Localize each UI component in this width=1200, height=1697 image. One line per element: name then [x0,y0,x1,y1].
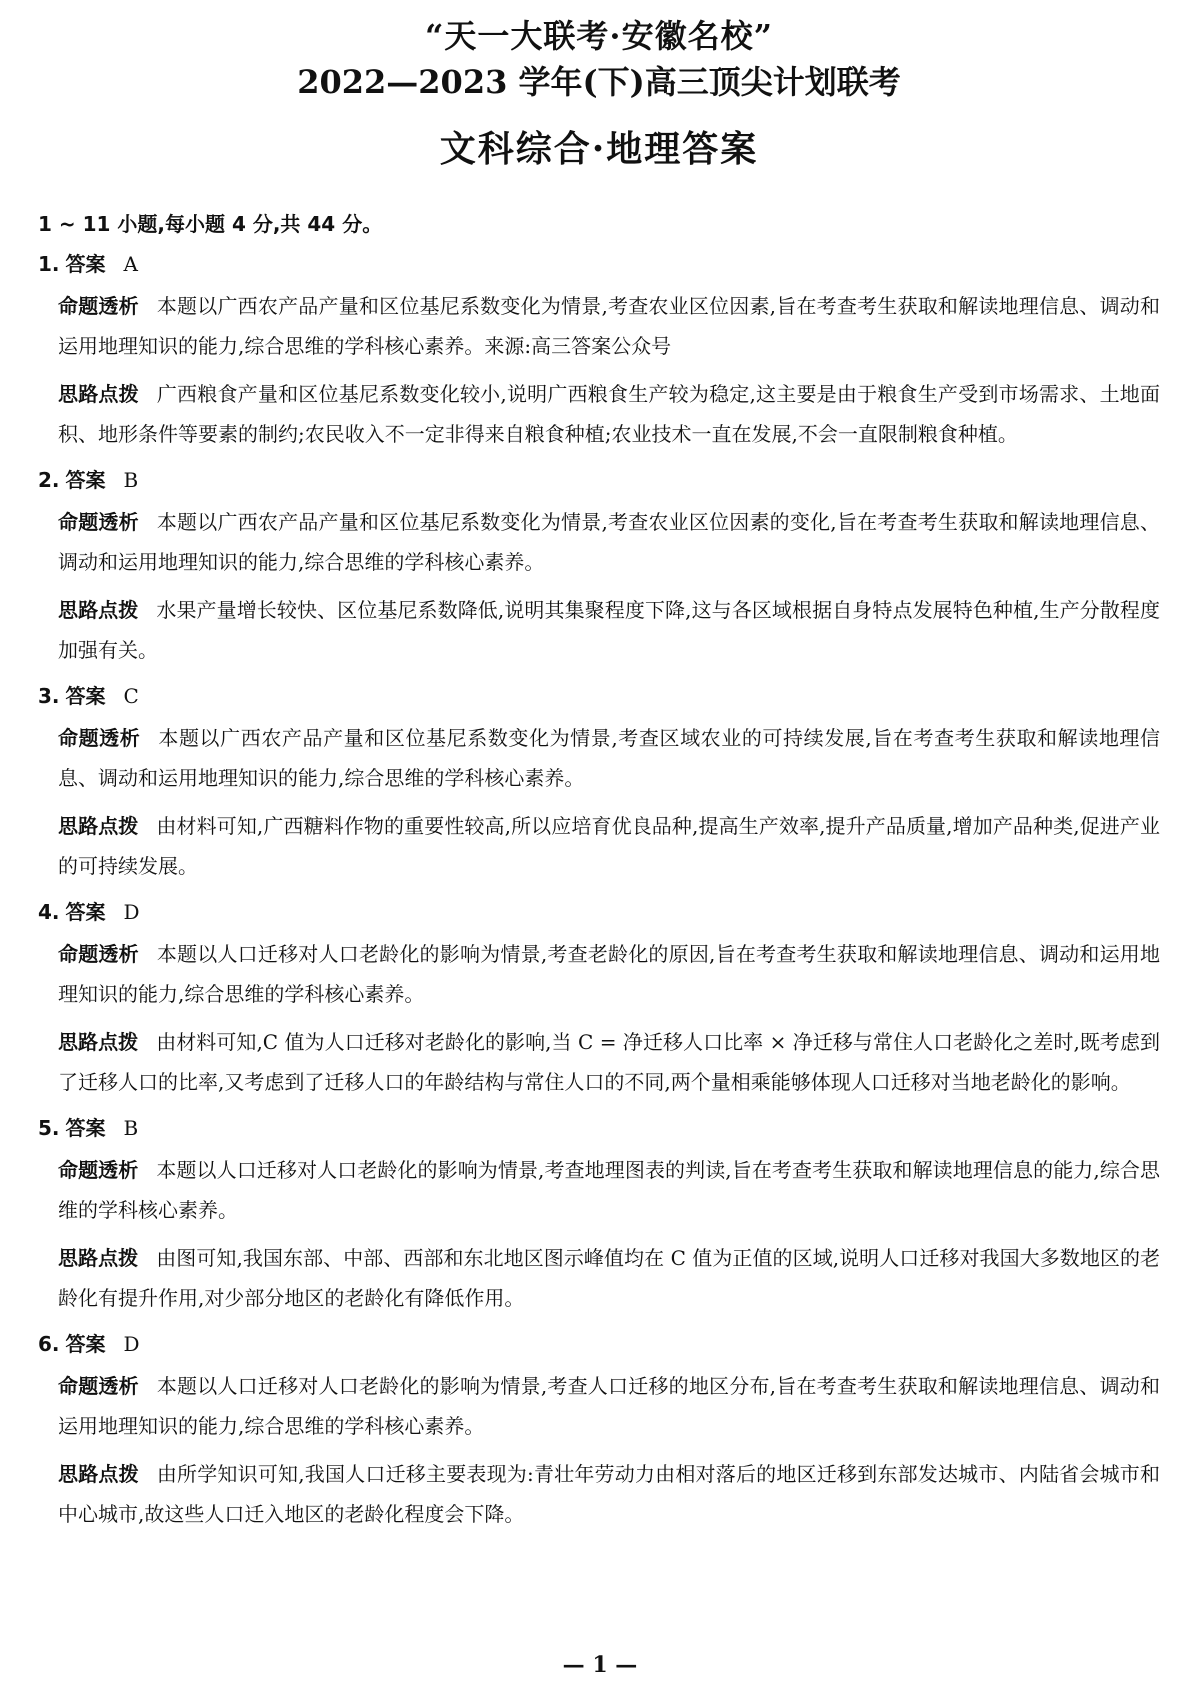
question-answer-line [38,250,1160,278]
hint-label: 思路点拨 [58,1030,139,1054]
hint-label: 思路点拨 [58,1246,139,1270]
question-block [38,1330,1160,1534]
hint-text: 由图可知,我国东部、中部、西部和东北地区图示峰值均在 C 值为正值的区域,说明人口迁移对我国大多数地区的老龄化有提升作用,对少部分地区的老龄化有降低作用。 [58,1246,1161,1310]
exam-series-title: “天一大联考·安徽名校” [425,17,773,55]
question-number: 5. [38,1116,60,1140]
hint-text: 水果产量增长较快、区位基尼系数降低,说明其集聚程度下降,这与各区域根据自身特点发展特色种植,生产分散程度加强有关。 [58,598,1160,662]
hint-label: 思路点拨 [58,814,139,838]
answer-label: 答案 [65,684,106,708]
hint-label: 思路点拨 [58,1462,139,1486]
scoring-instructions: 1 ~ 11 小题,每小题 4 分,共 44 分。 [38,212,383,236]
question-answer-line [38,466,1160,494]
analysis-text: 本题以人口迁移对人口老龄化的影响为情景,考查地理图表的判读,旨在考查考生获取和解读地理信息的能力,综合思维的学科核心素养。 [58,1158,1160,1222]
question-answer-line [38,682,1160,710]
hint-paragraph [58,1022,1160,1102]
analysis-label: 命题透析 [58,1158,139,1182]
question-block [38,466,1160,670]
analysis-label: 命题透析 [58,294,139,318]
analysis-text: 本题以人口迁移对人口老龄化的影响为情景,考查人口迁移的地区分布,旨在考查考生获取和解读地理信息、调动和运用地理知识的能力,综合思维的学科核心素养。 [58,1374,1161,1438]
analysis-paragraph [58,502,1160,582]
analysis-text: 本题以人口迁移对人口老龄化的影响为情景,考查老龄化的原因,旨在考查考生获取和解读地理信息、调动和运用地理知识的能力,综合思维的学科核心素养。 [58,942,1161,1006]
analysis-paragraph [58,286,1160,366]
exam-year-title: 2022—2023 学年(下)高三顶尖计划联考 [297,63,901,101]
analysis-text: 本题以广西农产品产量和区位基尼系数变化为情景,考查农业区位因素的变化,旨在考查考生获取和解读地理信息、调动和运用地理知识的能力,综合思维的学科核心素养。 [58,510,1161,574]
subject-title: 文科综合·地理答案 [439,128,759,170]
question-answer-line [38,898,1160,926]
analysis-text: 本题以广西农产品产量和区位基尼系数变化为情景,考查农业区位因素,旨在考查考生获取和解读地理信息、调动和运用地理知识的能力,综合思维的学科核心素养。来源:高三答案公众号 [58,294,1161,358]
analysis-paragraph [58,718,1160,798]
hint-paragraph [58,806,1160,886]
hint-text: 由材料可知,C 值为人口迁移对老龄化的影响,当 C = 净迁移人口比率 × 净迁移与常住人口老龄化之差时,既考虑到了迁移人口的比率,又考虑到了迁移人口的年龄结构与常住人口的不同,两个量相乘能够体现人口迁移对当地老龄化的影响。 [58,1030,1161,1094]
answer-choice: D [123,1332,140,1356]
question-list [38,250,1160,1534]
hint-text: 由材料可知,广西糖料作物的重要性较高,所以应培育优良品种,提高生产效率,提升产品质量,增加产品种类,促进产业的可持续发展。 [58,814,1160,878]
question-answer-line [38,1330,1160,1358]
hint-text: 由所学知识可知,我国人口迁移主要表现为:青壮年劳动力由相对落后的地区迁移到东部发达城市、内陆省会城市和中心城市,故这些人口迁入地区的老龄化程度会下降。 [58,1462,1160,1526]
answer-label: 答案 [65,468,106,492]
question-number: 4. [38,900,60,924]
analysis-paragraph [58,934,1160,1014]
hint-label: 思路点拨 [58,382,139,406]
analysis-paragraph [58,1366,1160,1446]
analysis-label: 命题透析 [58,942,139,966]
hint-paragraph [58,374,1160,454]
page-number: — 1 — [562,1652,638,1678]
question-number: 3. [38,684,60,708]
question-block [38,898,1160,1102]
hint-paragraph [58,1238,1160,1318]
answer-label: 答案 [65,900,106,924]
question-block [38,682,1160,886]
hint-label: 思路点拨 [58,598,139,622]
question-block [38,1114,1160,1318]
hint-paragraph [58,590,1160,670]
question-block [38,250,1160,454]
answer-choice: C [123,684,139,708]
answer-choice: B [123,468,139,492]
answer-label: 答案 [65,1116,106,1140]
answer-label: 答案 [65,252,106,276]
analysis-label: 命题透析 [58,1374,139,1398]
question-number: 1. [38,252,60,276]
question-number: 6. [38,1332,60,1356]
answer-choice: D [123,900,140,924]
analysis-label: 命题透析 [58,726,141,750]
hint-paragraph [58,1454,1160,1534]
analysis-text: 本题以广西农产品产量和区位基尼系数变化为情景,考查区域农业的可持续发展,旨在考查考生获取和解读地理信息、调动和运用地理知识的能力,综合思维的学科核心素养。 [58,726,1161,790]
analysis-label: 命题透析 [58,510,139,534]
answer-label: 答案 [65,1332,106,1356]
question-number: 2. [38,468,60,492]
analysis-paragraph [58,1150,1160,1230]
answer-choice: B [123,1116,139,1140]
answer-choice: A [123,252,138,276]
question-answer-line [38,1114,1160,1142]
hint-text: 广西粮食产量和区位基尼系数变化较小,说明广西粮食生产较为稳定,这主要是由于粮食生产受到市场需求、土地面积、地形条件等要素的制约;农民收入不一定非得来自粮食种植;农业技术一直在发展,不会一直限制粮食种植。 [58,382,1161,446]
